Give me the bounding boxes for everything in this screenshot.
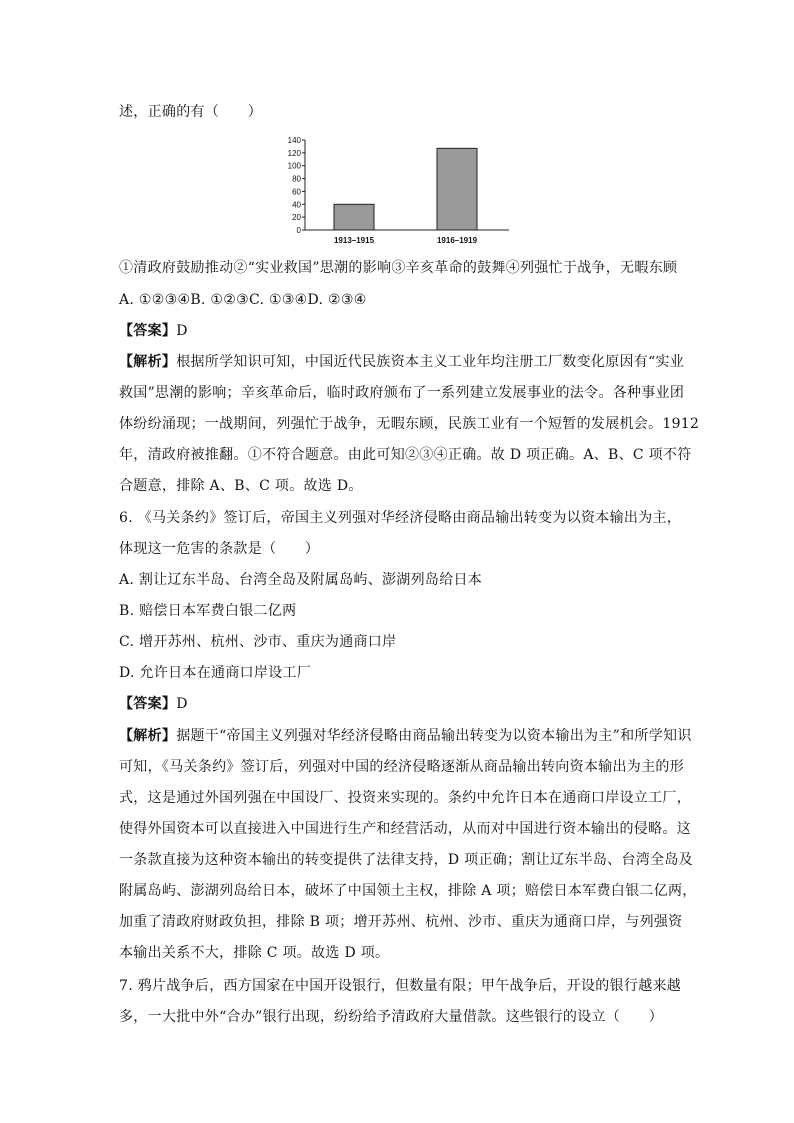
- q6-analysis-line-5: 一条款直接为这种资本输出的转变提供了法律支持，D 项正确；割让辽东半岛、台湾全岛及: [119, 852, 693, 868]
- q5-analysis-line-2: 救国”思潮的影响；辛亥革命后，临时政府颁布了一系列建立发展事业的法令。各种事业团: [119, 385, 685, 401]
- bar-chart: [283, 132, 513, 250]
- q5-options: A. ①②③④B. ①②③C. ①③④D. ②③④: [119, 292, 367, 308]
- q6-analysis-line-1: 【解析】据题干“帝国主义列强对华经济侵略由商品输出转变为以资本输出为主”和所学知识: [119, 728, 692, 744]
- q6-analysis-line-3: 式，这是通过外国列强在中国设厂、投资来实现的。条约中允许日本在通商口岸设立工厂，: [119, 790, 691, 806]
- q5-analysis-line-5: 合题意，排除 A、B、C 项。故选 D。: [119, 478, 363, 494]
- answer-label: 【答案】: [119, 696, 177, 712]
- analysis-label: 【解析】: [119, 728, 177, 744]
- q7-stem-line-2: 多，一大批中外“合办”银行出现，纷纷给予清政府大量借款。这些银行的设立（ ）: [119, 1009, 664, 1025]
- y-tick-label: 40: [292, 200, 301, 210]
- q5-analysis-line-4: 年，清政府被推翻。①不符合题意。由此可知②③④正确。故 D 项正确。A、B、C 项不符: [119, 447, 692, 463]
- bar: [437, 148, 477, 230]
- y-tick-label: 140: [287, 136, 301, 145]
- q5-statements: ①清政府鼓励推动②“实业救国”思潮的影响③辛亥革命的鼓舞④列强忙于战争，无暇东顾: [119, 260, 678, 276]
- q6-analysis-line-8: 本输出关系不大，排除 C 项。故选 D 项。: [119, 945, 390, 961]
- y-tick-label: 120: [287, 148, 301, 158]
- q6-option-c: C. 增开苏州、杭州、沙市、重庆为通商口岸: [119, 634, 397, 650]
- answer-label: 【答案】: [119, 323, 177, 339]
- q6-analysis-line-4: 使得外国资本可以直接进入中国进行生产和经营活动，从而对中国进行资本输出的侵略。这: [119, 821, 691, 837]
- analysis-label: 【解析】: [119, 354, 177, 370]
- q6-analysis-line-2: 可知，《马关条约》签订后，列强对中国的经济侵略逐渐从商品输出转向资本输出为主的形: [119, 759, 684, 775]
- y-tick-label: 20: [292, 213, 301, 223]
- bar: [334, 204, 374, 230]
- q5-analysis-line-1: 【解析】根据所学知识可知，中国近代民族资本主义工业年均注册工厂数变化原因有“实业: [119, 354, 685, 370]
- answer-value: D: [176, 323, 188, 339]
- q5-answer-line: [119, 321, 188, 341]
- q6-answer-line: [119, 694, 188, 714]
- q6-stem-line-1: 6. 《马关条约》签订后，帝国主义列强对华经济侵略由商品输出转变为以资本输出为主，: [119, 510, 682, 526]
- y-tick-label: 100: [287, 161, 301, 171]
- x-axis-labels: [334, 236, 478, 245]
- q6-option-d: D. 允许日本在通商口岸设工厂: [119, 665, 312, 681]
- y-tick-label: 80: [292, 174, 301, 184]
- x-tick-label: 1913–1915: [333, 236, 375, 245]
- q5-stem-end: 述，正确的有（ ）: [119, 104, 262, 120]
- q6-analysis-line-6: 附属岛屿、澎湖列岛给日本，破坏了中国领土主权，排除 A 项；赔偿日本军费白银二亿两，: [119, 883, 697, 899]
- q6-option-a: A. 割让辽东半岛、台湾全岛及附属岛屿、澎湖列岛给日本: [119, 572, 483, 588]
- q6-analysis-line-7: 加重了清政府财政负担，排除 B 项；增开苏州、杭州、沙市、重庆为通商口岸，与列强资: [119, 914, 683, 930]
- y-tick-label: 60: [292, 187, 301, 197]
- q5-analysis-line-3: 体纷纷涌现；一战期间，列强忙于战争，无暇东顾，民族工业有一个短暂的发展机会。1912: [119, 416, 700, 432]
- x-tick-label: 1916–1919: [436, 236, 478, 245]
- answer-value: D: [176, 696, 188, 712]
- bars: [334, 148, 477, 230]
- y-tick-label: 0: [296, 226, 301, 235]
- q7-stem-line-1: 7. 鸦片战争后，西方国家在中国开设银行，但数量有限；甲午战争后，开设的银行越来越: [119, 978, 682, 994]
- q6-stem-line-2: 体现这一危害的条款是（ ）: [119, 541, 320, 557]
- q6-option-b: B. 赔偿日本军费白银二亿两: [119, 603, 297, 619]
